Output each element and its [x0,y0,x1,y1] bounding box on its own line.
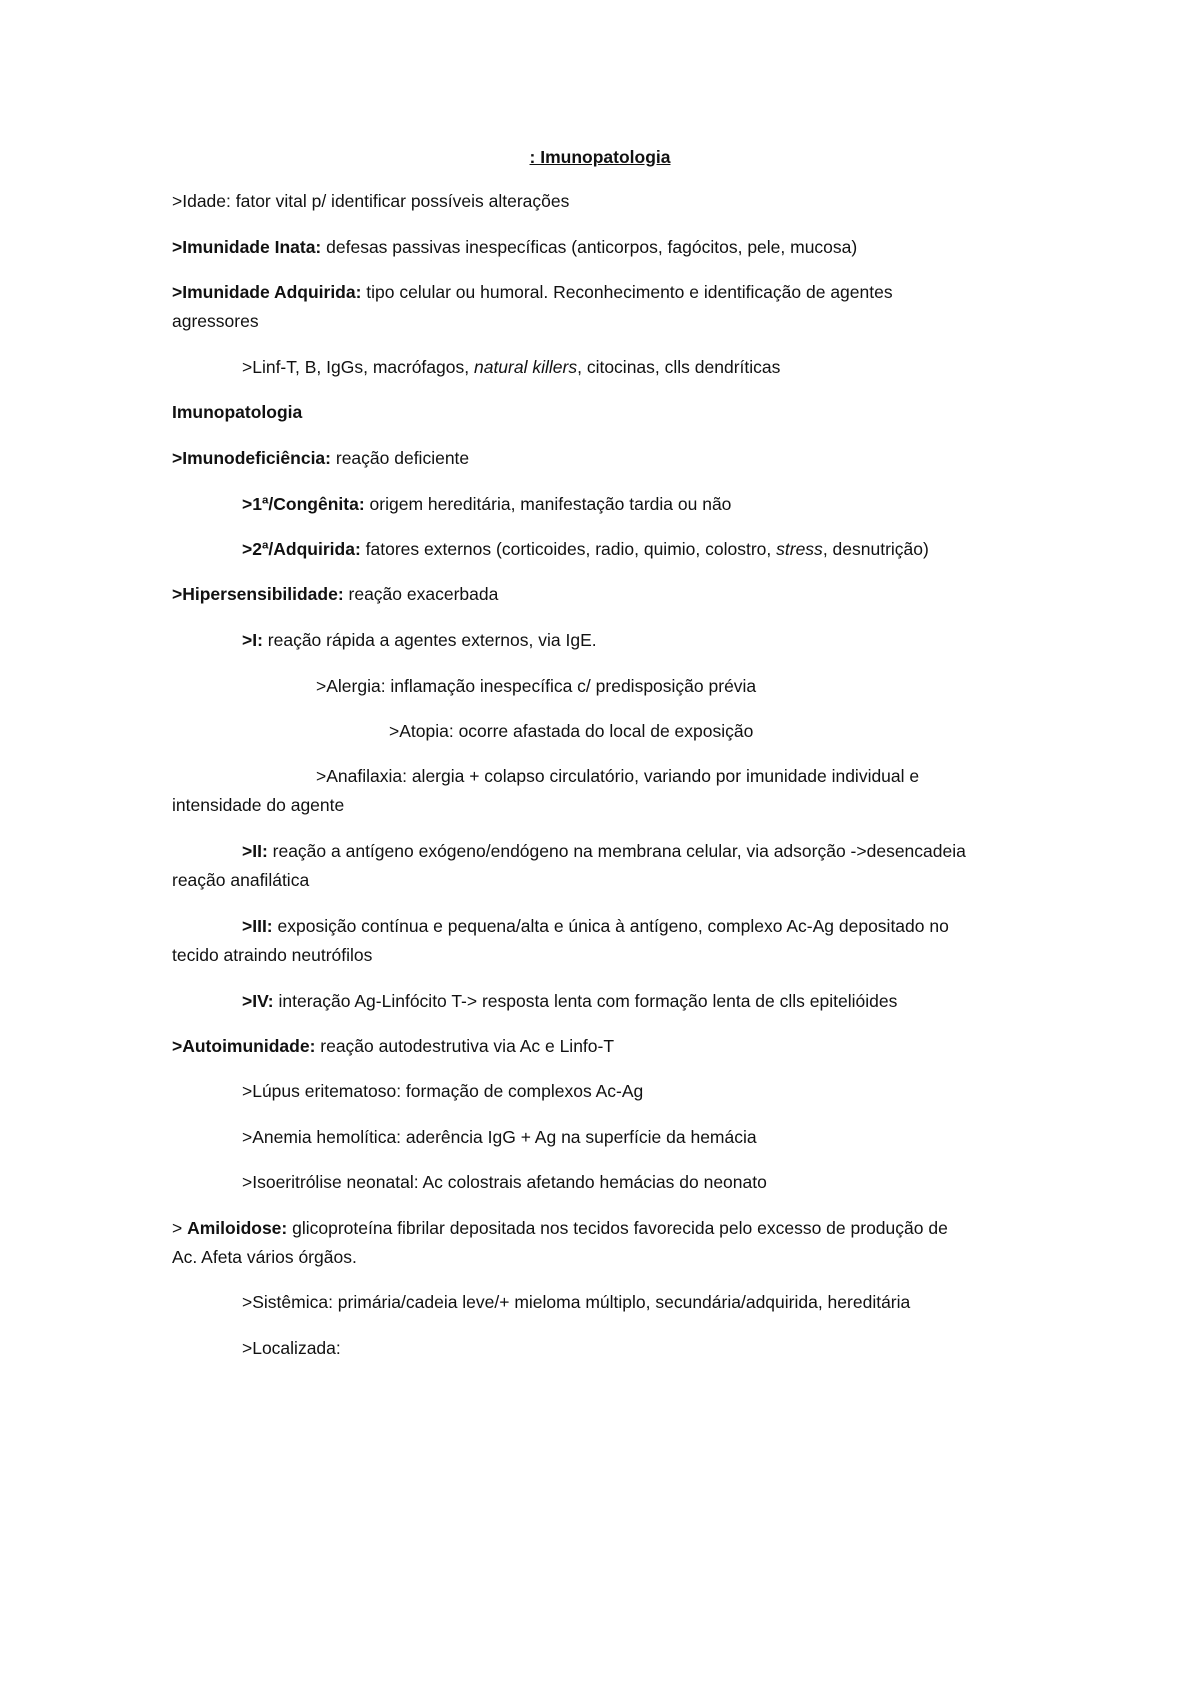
line-idade: >Idade: fator vital p/ identificar possíveis alterações [172,191,570,211]
line-amiloidose: > Amiloidose: glicoproteína fibrilar depositada nos tecidos favorecida pelo excesso de produção de Ac. Afeta vários órgãos. [172,1218,948,1267]
line-anemia: >Anemia hemolítica: aderência IgG + Ag na superfície da hemácia [242,1127,757,1147]
section-heading-imunopatologia: Imunopatologia [172,402,303,422]
line-localizada: >Localizada: [242,1338,341,1358]
line-adquirida-2: >2ª/Adquirida: fatores externos (corticoides, radio, quimio, colostro, stress, desnutrição) [242,539,929,559]
line-linfocitos: >Linf-T, B, IgGs, macrófagos, natural killers, citocinas, clls dendríticas [242,357,781,377]
line-isoeritrolise: >Isoeritrólise neonatal: Ac colostrais afetando hemácias do neonato [242,1172,767,1192]
line-anafilaxia: >Anafilaxia: alergia + colapso circulatório, variando por imunidade individual e intensidade do agente [172,766,920,815]
line-imunidade-inata: >Imunidade Inata: defesas passivas inespecíficas (anticorpos, fagócitos, pele, mucosa) [172,237,858,257]
line-tipo-1: >I: reação rápida a agentes externos, via IgE. [242,630,597,650]
line-hipersensibilidade: >Hipersensibilidade: reação exacerbada [172,584,499,604]
line-autoimunidade: >Autoimunidade: reação autodestrutiva via Ac e Linfo-T [172,1036,615,1056]
page-title: : Imunopatologia [529,147,671,167]
line-atopia: >Atopia: ocorre afastada do local de exposição [389,721,754,741]
line-imunodeficiencia: >Imunodeficiência: reação deficiente [172,448,470,468]
line-sistemica: >Sistêmica: primária/cadeia leve/+ mieloma múltiplo, secundária/adquirida, hereditária [242,1292,911,1312]
line-congenita: >1ª/Congênita: origem hereditária, manifestação tardia ou não [242,494,732,514]
line-imunidade-adquirida: >Imunidade Adquirida: tipo celular ou humoral. Reconhecimento e identificação de agentes agressores [172,282,893,331]
line-tipo-4: >IV: interação Ag-Linfócito T-> resposta lenta com formação lenta de clls epitelióides [242,991,898,1011]
line-tipo-2: >II: reação a antígeno exógeno/endógeno na membrana celular, via adsorção ->desencadeia reação anafilática [172,841,966,890]
line-lupus: >Lúpus eritematoso: formação de complexos Ac-Ag [242,1081,644,1101]
line-tipo-3: >III: exposição contínua e pequena/alta e única à antígeno, complexo Ac-Ag depositado no tecido atraindo neutrófilos [172,916,949,965]
line-alergia: >Alergia: inflamação inespecífica c/ predisposição prévia [316,676,757,696]
